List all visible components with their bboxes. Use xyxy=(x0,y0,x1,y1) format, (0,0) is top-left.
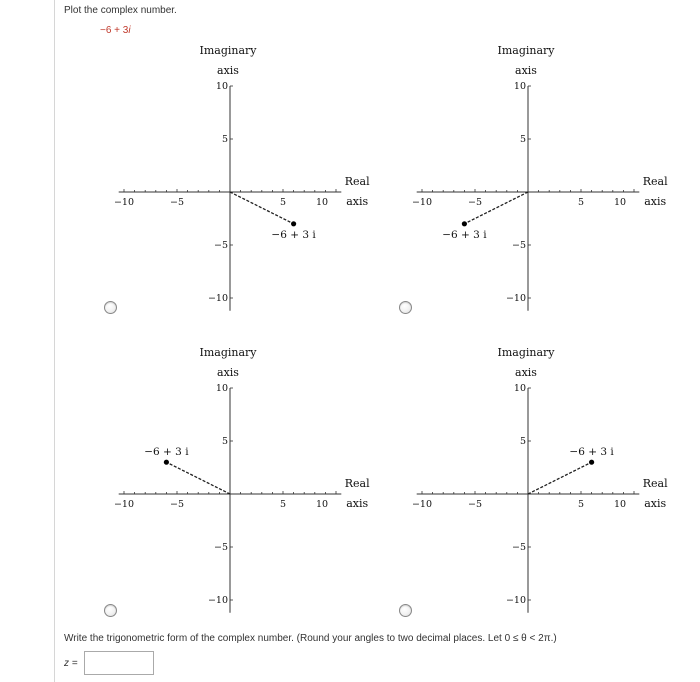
imaginary-axis-label-2: axis xyxy=(515,64,537,77)
radio-option-a[interactable] xyxy=(104,301,117,314)
imaginary-tick-label: −5 xyxy=(511,240,526,251)
imaginary-axis-label-2: axis xyxy=(217,64,239,77)
imaginary-axis-label: Imaginary xyxy=(199,44,257,57)
real-tick-label: 5 xyxy=(279,499,287,510)
imaginary-tick-label: 10 xyxy=(215,81,228,92)
question-prompt: Plot the complex number. xyxy=(64,5,177,16)
real-tick-label: 10 xyxy=(315,499,329,510)
point-label: −6 + 3 i xyxy=(569,446,614,459)
radio-option-b[interactable] xyxy=(399,301,412,314)
imaginary-tick-label: −5 xyxy=(213,542,228,553)
real-tick-label: 5 xyxy=(577,499,585,510)
real-tick-label: 5 xyxy=(279,197,287,208)
real-axis-label-2: axis xyxy=(644,195,667,208)
imaginary-tick-label: −5 xyxy=(213,240,228,251)
real-tick-label: −5 xyxy=(467,499,483,510)
imaginary-tick-label: 5 xyxy=(519,436,526,447)
imaginary-axis-label: Imaginary xyxy=(199,346,257,359)
imaginary-tick-label: 5 xyxy=(221,436,228,447)
imaginary-tick-label: −10 xyxy=(207,293,228,304)
real-axis-label: Real xyxy=(642,477,668,490)
real-axis-label: Real xyxy=(344,175,370,188)
coordinate-plane xyxy=(378,40,678,340)
imaginary-tick-label: −10 xyxy=(207,595,228,606)
real-axis-label: Real xyxy=(642,175,668,188)
content-left-border xyxy=(54,0,55,682)
graph-option-c xyxy=(80,342,380,642)
real-tick-label: 10 xyxy=(613,197,627,208)
plotted-point xyxy=(462,221,467,226)
complex-number-text: −6 + 3 xyxy=(100,25,129,36)
graph-option-d xyxy=(378,342,678,642)
coordinate-plane xyxy=(80,40,380,340)
dashed-vector xyxy=(528,462,592,494)
plotted-point xyxy=(589,460,594,465)
point-label: −6 + 3 i xyxy=(271,228,316,241)
real-tick-label: −10 xyxy=(113,499,135,510)
real-tick-label: 10 xyxy=(315,197,329,208)
real-tick-label: −5 xyxy=(169,197,185,208)
imaginary-axis-label-2: axis xyxy=(217,366,239,379)
plotted-point xyxy=(291,221,296,226)
real-axis-label-2: axis xyxy=(644,497,667,510)
imaginary-tick-label: −10 xyxy=(505,293,526,304)
real-tick-label: 10 xyxy=(613,499,627,510)
point-label: −6 + 3 i xyxy=(442,228,487,241)
imaginary-tick-label: 5 xyxy=(519,134,526,145)
answer-input[interactable] xyxy=(84,651,154,675)
trig-form-question: Write the trigonometric form of the complex number. (Round your angles to two decimal places. Let 0 ≤ θ < 2π.) xyxy=(64,633,557,644)
imaginary-axis-label: Imaginary xyxy=(497,44,555,57)
real-tick-label: 5 xyxy=(577,197,585,208)
dashed-vector xyxy=(166,462,230,494)
imaginary-tick-label: 10 xyxy=(513,383,526,394)
real-tick-label: −10 xyxy=(113,197,135,208)
imaginary-axis-label-2: axis xyxy=(515,366,537,379)
imaginary-tick-label: −5 xyxy=(511,542,526,553)
plotted-point xyxy=(164,460,169,465)
imaginary-tick-label: 10 xyxy=(215,383,228,394)
radio-option-d[interactable] xyxy=(399,604,412,617)
real-tick-label: −10 xyxy=(411,499,433,510)
real-axis-label-2: axis xyxy=(346,497,369,510)
imaginary-tick-label: −10 xyxy=(505,595,526,606)
radio-option-c[interactable] xyxy=(104,604,117,617)
imaginary-axis-label: Imaginary xyxy=(497,346,555,359)
coordinate-plane xyxy=(80,342,380,642)
answer-label: z = xyxy=(64,658,78,669)
real-tick-label: −5 xyxy=(467,197,483,208)
real-tick-label: −5 xyxy=(169,499,185,510)
complex-number xyxy=(100,25,131,36)
graph-option-a xyxy=(80,40,380,340)
coordinate-plane xyxy=(378,342,678,642)
complex-number-unit: i xyxy=(128,25,131,36)
point-label: −6 + 3 i xyxy=(144,446,189,459)
real-axis-label: Real xyxy=(344,477,370,490)
imaginary-tick-label: 5 xyxy=(221,134,228,145)
real-tick-label: −10 xyxy=(411,197,433,208)
real-axis-label-2: axis xyxy=(346,195,369,208)
imaginary-tick-label: 10 xyxy=(513,81,526,92)
graph-option-b xyxy=(378,40,678,340)
